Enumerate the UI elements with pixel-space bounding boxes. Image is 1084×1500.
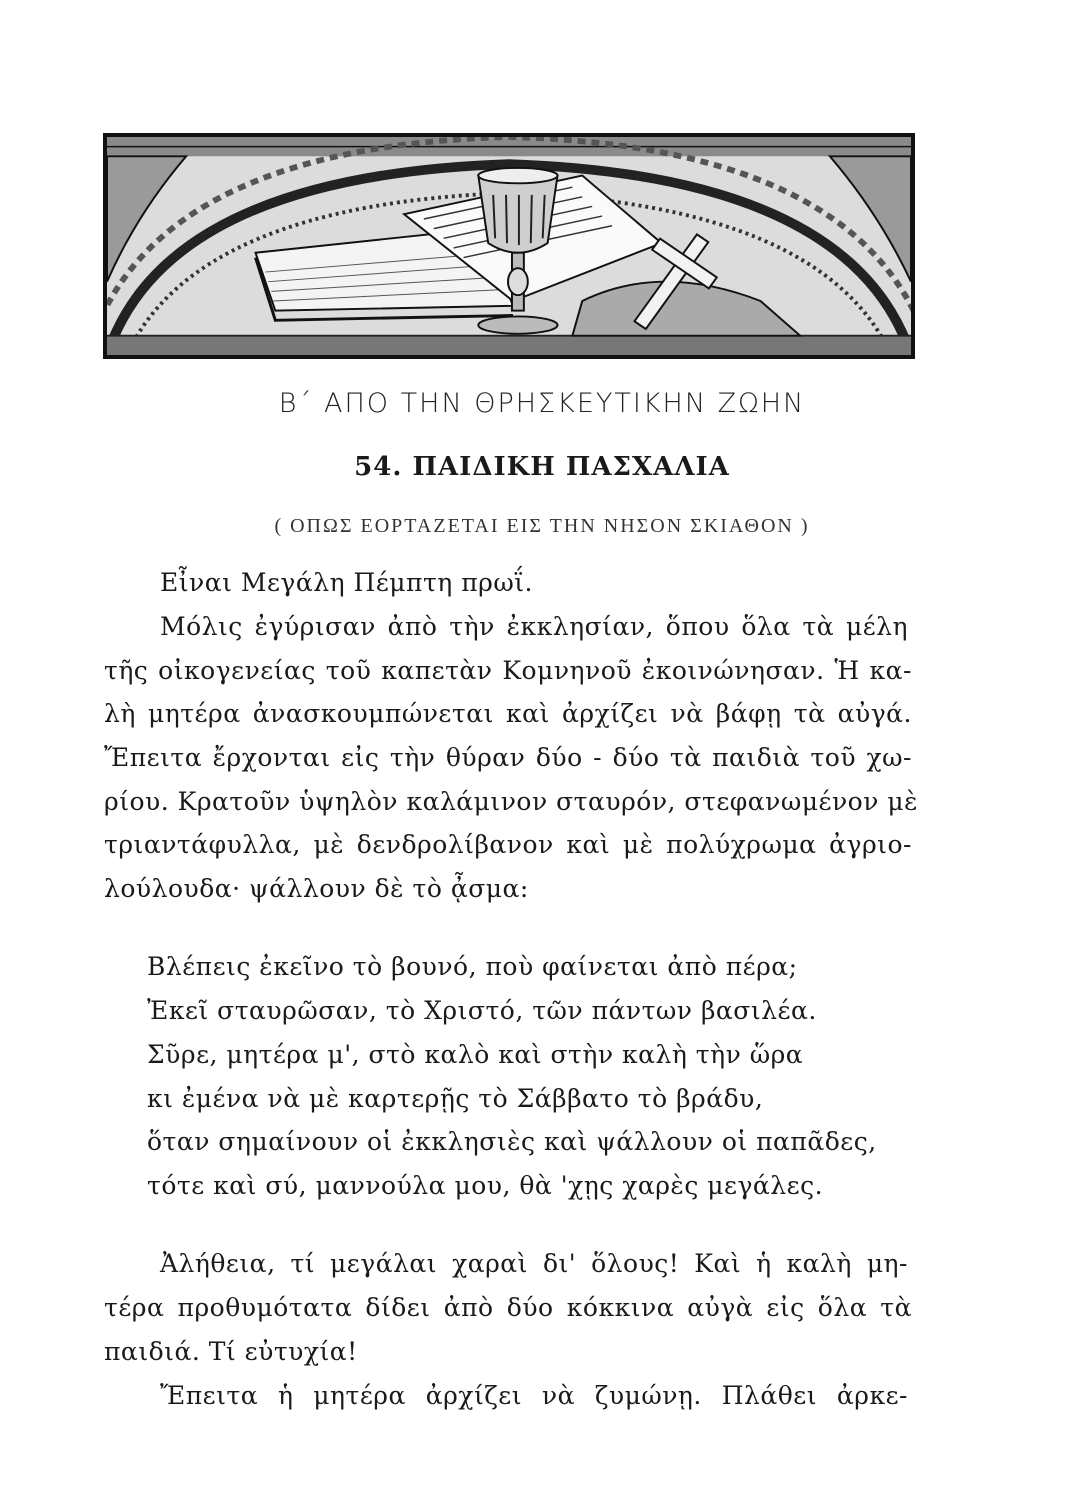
paragraph-2-line: Ἀλήθεια, τί μεγάλαι χαραὶ δι' ὅλους! Καὶ ἡ καλὴ μη- (160, 1249, 908, 1278)
verse-line: Βλέπεις ἐκεῖνο τὸ βουνό, ποὺ φαίνεται ἀπὸ πέρα; (147, 952, 798, 981)
verse-line: Σῦρε, μητέρα μ', στὸ καλὸ καὶ στὴν καλὴ τὴν ὥρα (147, 1040, 804, 1069)
verse-line: ὅταν σημαίνουν οἱ ἐκκλησιὲς καὶ ψάλλουν οἱ παπᾶδες, (147, 1127, 877, 1156)
paragraph-2-line: τέρα προθυμότατα δίδει ἀπὸ δύο κόκκινα αὐγὰ εἰς ὅλα τὰ (104, 1293, 912, 1322)
paragraph-1-line: Ἔπειτα ἔρχονται εἰς τὴν θύραν δύο - δύο τὰ παιδιὰ τοῦ χω- (104, 743, 912, 772)
section-title: Β΄ ΑΠΟ ΤΗΝ ΘΡΗΣΚΕΥΤΙΚΗΝ ΖΩΗΝ (278, 388, 806, 419)
chapter-subtitle: ( ΟΠΩΣ ΕΟΡΤΑΖΕΤΑΙ ΕΙΣ ΤΗΝ ΝΗΣΟΝ ΣΚΙΑΘΟΝ ) (274, 515, 810, 537)
paragraph-1-line: τῆς οἰκογενείας τοῦ καπετὰν Κομνηνοῦ ἐκοινώνησαν. Ἡ κα- (104, 656, 912, 685)
chalice-book-cross-engraving (107, 137, 911, 355)
verse-line: Ἐκεῖ σταυρῶσαν, τὸ Χριστό, τῶν πάντων βασιλέα. (147, 996, 817, 1025)
header-illustration (103, 133, 915, 359)
paragraph-1-line: λὴ μητέρα ἀνασκουμπώνεται καὶ ἀρχίζει νὰ βάφῃ τὰ αὐγά. (104, 699, 912, 728)
verse-line: κι ἐμένα νὰ μὲ καρτερῇς τὸ Σάββατο τὸ βράδυ, (147, 1084, 764, 1113)
paragraph-1-line: Μόλις ἐγύρισαν ἀπὸ τὴν ἐκκλησίαν, ὅπου ὅλα τὰ μέλη (160, 612, 908, 641)
verse-line: τότε καὶ σύ, μαννούλα μου, θὰ 'χῃς χαρὲς μεγάλες. (147, 1171, 824, 1200)
chapter-title: 54. ΠΑΙΔΙΚΗ ΠΑΣΧΑΛΙΑ (354, 452, 730, 482)
paragraph-2-line: Ἔπειτα ἡ μητέρα ἀρχίζει νὰ ζυμώνῃ. Πλάθει ἀρκε- (160, 1381, 908, 1410)
paragraph-2-line: παιδιά. Τί εὐτυχία! (104, 1337, 358, 1366)
paragraph-1-line: τριαντάφυλλα, μὲ δενδρολίβανον καὶ μὲ πολύχρωμα ἀγριο- (104, 830, 912, 859)
paragraph-1-line: λούλουδα· ψάλλουν δὲ τὸ ᾆσμα: (104, 874, 529, 903)
paragraph-1-line: ρίου. Κρατοῦν ὑψηλὸν καλάμινον σταυρόν, στεφανωμένον μὲ (104, 787, 919, 816)
paragraph-1-line: Εἶναι Μεγάλη Πέμπτη πρωΐ. (160, 568, 533, 597)
